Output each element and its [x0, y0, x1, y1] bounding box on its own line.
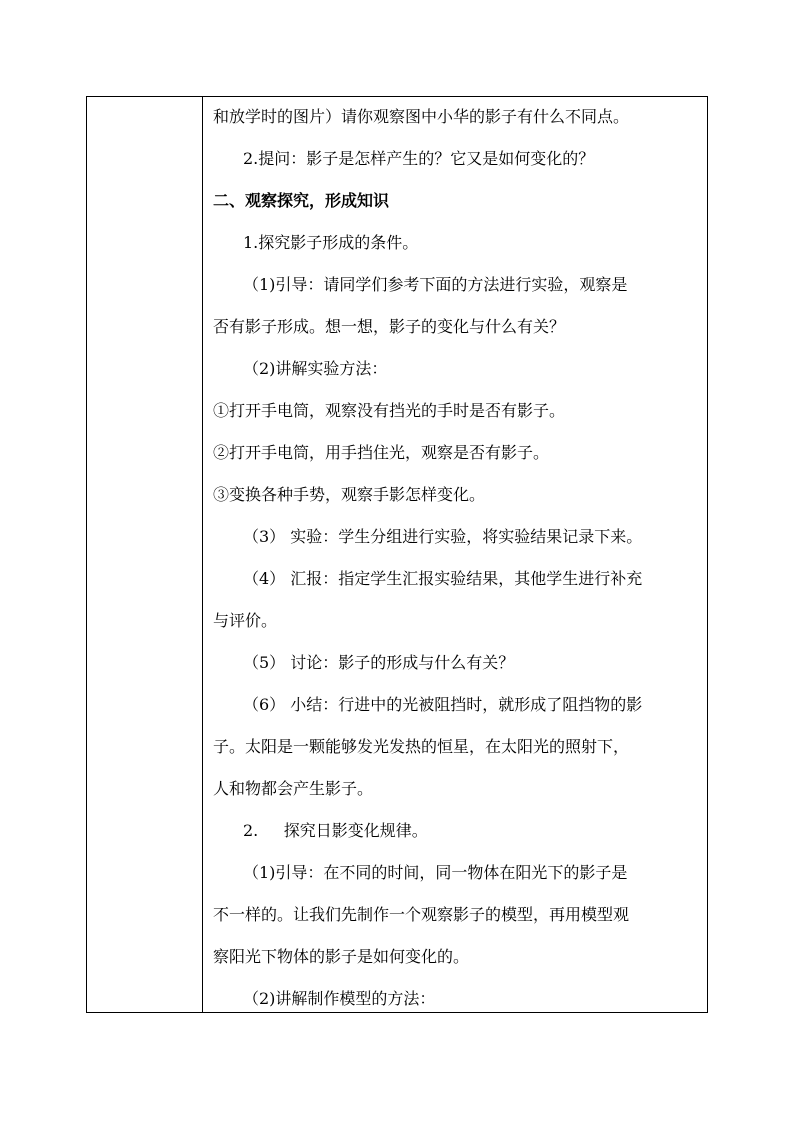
text-line: （4） 汇报：指定学生汇报实验结果，其他学生进行补充: [243, 569, 643, 588]
content-cell: [203, 97, 707, 1012]
text-line: 否有影子形成。想一想，影子的变化与什么有关？: [213, 317, 566, 336]
text-line: 2.提问：影子是怎样产生的？它又是如何变化的？: [243, 149, 595, 168]
text-line: 1.探究影子形成的条件。: [243, 233, 419, 252]
text-line: （3） 实验：学生分组进行实验，将实验结果记录下来。: [243, 527, 643, 546]
text-line: 察阳光下物体的影子是如何变化的。: [213, 947, 470, 966]
text-line: 不一样的。让我们先制作一个观察影子的模型，再用模型观: [213, 905, 630, 924]
text-line: 子。太阳是一颗能够发光发热的恒星，在太阳光的照射下，: [213, 737, 630, 756]
text-line: 人和物都会产生影子。: [213, 779, 374, 798]
list-item: ②打开手电筒，用手挡住光，观察是否有影子。: [213, 443, 550, 462]
text-line: 2. 探究日影变化规律。: [243, 821, 428, 840]
list-item: ①打开手电筒，观察没有挡光的手时是否有影子。: [213, 401, 566, 420]
text-line: （6） 小结：行进中的光被阻挡时，就形成了阻挡物的影: [243, 695, 643, 714]
text-line: （2)讲解实验方法：: [243, 359, 388, 378]
text-line: （5） 讨论：影子的形成与什么有关？: [243, 653, 515, 672]
text-line: （1)引导：在不同的时间，同一物体在阳光下的影子是: [243, 863, 628, 882]
section-heading: 二、观察探究，形成知识: [213, 191, 390, 210]
text-line: 与评价。: [213, 611, 278, 630]
text-line: （1)引导：请同学们参考下面的方法进行实验，观察是: [243, 275, 628, 294]
text-line: （2)讲解制作模型的方法：: [243, 989, 436, 1008]
lesson-table: [86, 96, 708, 1013]
list-item: ③变换各种手势，观察手影怎样变化。: [213, 485, 486, 504]
left-column-cell: [87, 97, 203, 1012]
text-line: 和放学时的图片）请你观察图中小华的影子有什么不同点。: [213, 107, 630, 126]
